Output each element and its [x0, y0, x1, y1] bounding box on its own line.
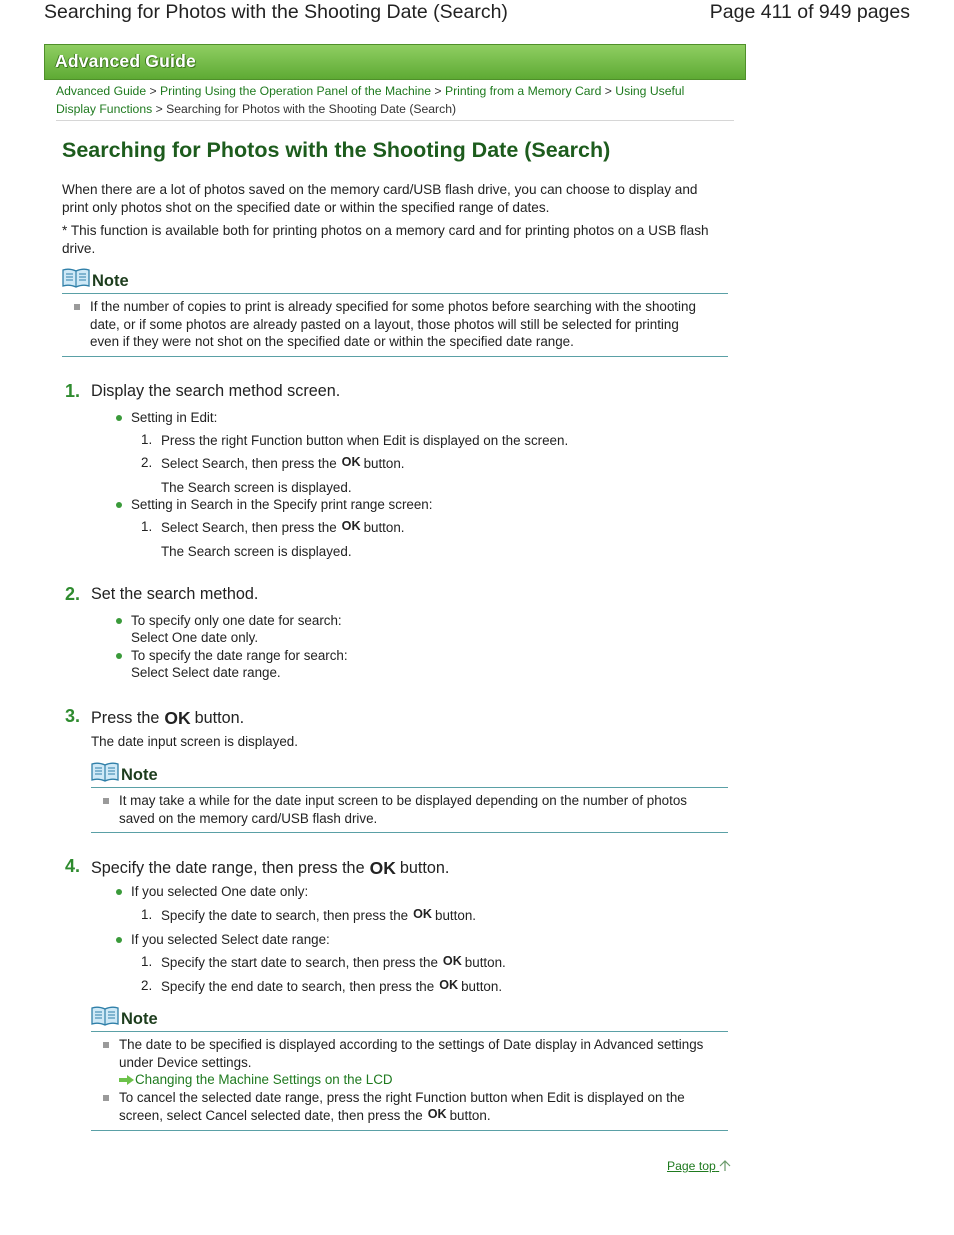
list-item: If you selected Select date range:: [131, 932, 330, 947]
book-icon: [91, 762, 119, 782]
sub-step-number: 1.: [141, 907, 153, 922]
note-top-rule: [62, 293, 728, 294]
arrow-right-icon: [119, 1075, 134, 1085]
breadcrumb: [56, 83, 726, 118]
step-number: 3.: [65, 706, 81, 726]
note-label: Note: [121, 766, 158, 784]
note-label: Note: [121, 1010, 158, 1028]
bullet-dot: [116, 502, 122, 508]
sub-step-number: 1.: [141, 432, 153, 447]
sub-step-number: 1.: [141, 954, 153, 969]
settings-lcd-link[interactable]: Changing the Machine Settings on the LCD: [119, 1072, 393, 1087]
step-title: Press the OK button.: [91, 708, 245, 728]
ok-button-label: OK: [164, 708, 191, 728]
breadcrumb-separator: >: [149, 84, 157, 98]
bullet-dot: [116, 415, 122, 421]
ok-button-label: OK: [341, 455, 361, 469]
note-text: It may take a while for the date input screen to be displayed depending on the number of photos saved on the memory card/USB flash drive.: [119, 793, 687, 826]
list-item: To specify the date range for search: Select Select date range.: [131, 648, 348, 681]
note-label: Note: [92, 272, 129, 290]
note-bullet: [74, 304, 80, 310]
result-text: The Search screen is displayed.: [161, 480, 352, 495]
advanced-guide-banner: [44, 44, 746, 80]
breadcrumb-separator: >: [434, 84, 442, 98]
note-bottom-rule: [91, 832, 728, 833]
banner-label: Advanced Guide: [55, 51, 196, 71]
note-text: If the number of copies to print is already specified for some photos before searching with the shooting date, or if some photos are already pasted on a layout, those photos will still be selected for printing even if they were not shot on the specified date or within the specified date range.: [90, 299, 696, 350]
note-bottom-rule: [62, 356, 728, 357]
ok-button-label: OK: [439, 978, 459, 992]
availability-paragraph: * This function is available both for printing photos on a memory card and for printing photos on a USB flash drive.: [62, 223, 709, 256]
note-bottom-rule: [91, 1130, 728, 1131]
note-box: [91, 1006, 728, 1132]
arrow-up-icon: [719, 1160, 731, 1172]
ok-button-label: OK: [413, 907, 433, 921]
list-item: To specify only one date for search: Select One date only.: [131, 613, 342, 646]
step-title: Display the search method screen.: [91, 382, 341, 400]
note-bullet: [103, 798, 109, 804]
bullet-dot: [116, 937, 122, 943]
breadcrumb-separator: >: [604, 84, 612, 98]
sub-step-text: Press the right Function button when Edit is displayed on the screen.: [161, 433, 569, 448]
step-description: The date input screen is displayed.: [91, 734, 298, 749]
page-counter: Page 411 of 949 pages: [709, 1, 910, 23]
note-bullet: [103, 1042, 109, 1048]
breadcrumb-link-display-functions[interactable]: Using Useful Display Functions: [56, 84, 685, 116]
sub-step-number: 1.: [141, 519, 153, 534]
note-text: To cancel the selected date range, press the right Function button when Edit is displayed on the screen, select Cancel selected date, then press the OK button.: [119, 1090, 685, 1123]
page-top-link[interactable]: Page top: [667, 1158, 731, 1173]
breadcrumb-separator: >: [155, 101, 163, 116]
note-box: [91, 762, 728, 834]
step-number: 1.: [65, 381, 81, 401]
note-text: The date to be specified is displayed according to the settings of Date display in Advanced settings under Device settings. Changing the Machine Settings on the LCD: [119, 1037, 704, 1088]
document-title: Searching for Photos with the Shooting Date (Search): [44, 1, 508, 23]
breadcrumb-link-operation-panel[interactable]: Printing Using the Operation Panel of the Machine: [160, 84, 432, 98]
sub-step-number: 2.: [141, 455, 153, 470]
note-bullet: [103, 1095, 109, 1101]
sub-step-number: 2.: [141, 978, 153, 993]
list-item: Setting in Edit:: [131, 410, 218, 425]
bullet-dot: [116, 618, 122, 624]
list-item: If you selected One date only:: [131, 884, 309, 899]
breadcrumb-divider: [56, 120, 734, 121]
sub-step-text: Select Search, then press the OK button.: [161, 519, 405, 535]
ok-button-label: OK: [369, 858, 396, 878]
note-box: [62, 268, 728, 358]
breadcrumb-current: Searching for Photos with the Shooting Date (Search): [166, 101, 457, 116]
ok-button-label: OK: [341, 519, 361, 533]
sub-step-text: Specify the end date to search, then press the OK button.: [161, 978, 503, 994]
step-title: Specify the date range, then press the OK button.: [91, 858, 450, 878]
bullet-dot: [116, 653, 122, 659]
step-title: Set the search method.: [91, 585, 259, 603]
breadcrumb-link-memory-card[interactable]: Printing from a Memory Card: [444, 84, 602, 98]
breadcrumb-link-advanced-guide[interactable]: Advanced Guide: [56, 84, 147, 98]
page-title: Searching for Photos with the Shooting Date (Search): [62, 138, 611, 162]
note-top-rule: [91, 787, 728, 788]
result-text: The Search screen is displayed.: [161, 544, 352, 559]
book-icon: [91, 1006, 119, 1026]
book-icon: [62, 268, 90, 288]
sub-step-text: Specify the start date to search, then press the OK button.: [161, 954, 506, 970]
sub-step-text: Specify the date to search, then press the OK button.: [161, 907, 476, 923]
step-number: 2.: [65, 584, 81, 604]
intro-paragraph: When there are a lot of photos saved on the memory card/USB flash drive, you can choose to display and print only photos shot on the specified date or within the specified range of dates.: [62, 182, 698, 215]
bullet-dot: [116, 889, 122, 895]
list-item: Setting in Search in the Specify print range screen:: [131, 497, 433, 512]
document-header: [0, 0, 954, 30]
step-number: 4.: [65, 856, 81, 876]
note-top-rule: [91, 1031, 728, 1032]
sub-step-text: Select Search, then press the OK button.: [161, 455, 405, 471]
ok-button-label: OK: [427, 1106, 447, 1121]
ok-button-label: OK: [442, 954, 462, 968]
